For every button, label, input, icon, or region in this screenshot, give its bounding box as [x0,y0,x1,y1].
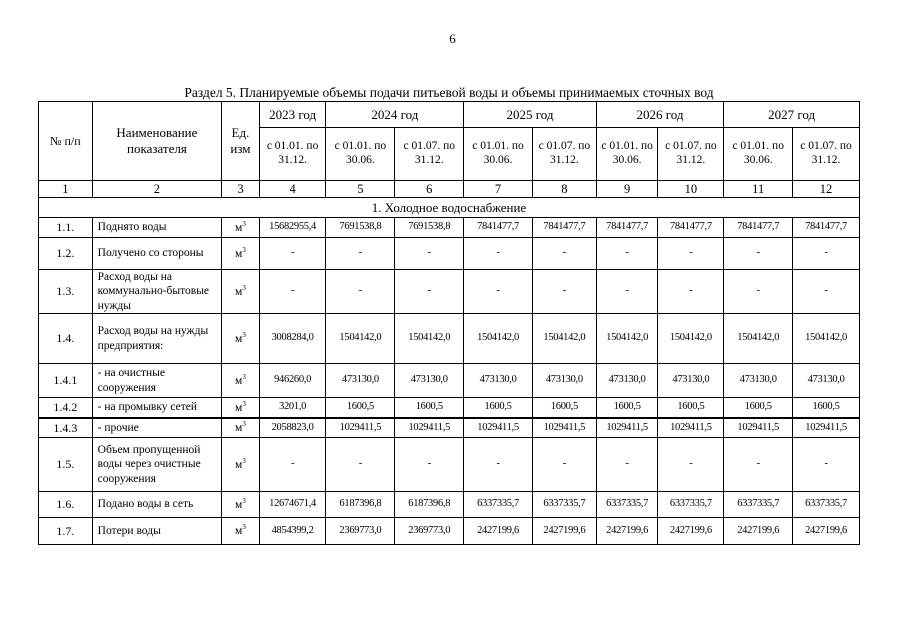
row-value: 1029411,5 [658,418,724,438]
row-value: - [259,438,326,492]
row-value: 6187396,8 [395,492,464,518]
row-value: - [793,438,860,492]
row-unit [222,492,259,518]
header-period: с 01.07. по 31.12. [658,128,724,181]
row-value: 6337335,7 [464,492,533,518]
column-number: 10 [658,181,724,198]
row-name: Поднято воды [92,218,222,238]
row-value: - [326,438,395,492]
table-row [39,438,860,492]
row-number: 1.4.2 [39,398,93,418]
row-value: 7691538,8 [395,218,464,238]
header-period: с 01.07. по 31.12. [395,128,464,181]
row-value: - [532,270,596,314]
header-num: № п/п [39,102,93,181]
row-value: 473130,0 [532,364,596,398]
header-period: с 01.01. по 30.06. [596,128,658,181]
header-year-2027: 2027 год [724,102,860,128]
unit-exponent: 3 [242,372,246,381]
row-value: - [395,438,464,492]
row-unit [222,438,259,492]
row-number: 1.1. [39,218,93,238]
unit-base: м [235,247,243,260]
row-value: 473130,0 [793,364,860,398]
table-row [39,364,860,398]
row-number: 1.3. [39,270,93,314]
column-number: 8 [532,181,596,198]
row-value: 15682955,4 [259,218,326,238]
row-value: 1504142,0 [532,314,596,364]
table-row [39,418,860,438]
row-value: - [724,438,793,492]
row-value: 7841477,7 [793,218,860,238]
row-value: 1504142,0 [658,314,724,364]
row-value: - [596,438,658,492]
row-name: - на промывку сетей [92,398,222,418]
unit-exponent: 3 [242,456,246,465]
subsection-cold-water: 1. Холодное водоснабжение [39,198,860,218]
row-value: 1029411,5 [395,418,464,438]
row-value: 1600,5 [532,398,596,418]
unit-exponent: 3 [242,523,246,532]
unit-base: м [235,458,243,471]
table-row [39,518,860,545]
row-value: 1600,5 [724,398,793,418]
row-value: 3201,0 [259,398,326,418]
row-value: 1504142,0 [596,314,658,364]
row-value: - [658,270,724,314]
row-value: - [395,270,464,314]
unit-base: м [235,221,243,234]
column-number: 11 [724,181,793,198]
row-unit [222,364,259,398]
header-year-2024: 2024 год [326,102,464,128]
row-value: 7841477,7 [596,218,658,238]
row-value: 1504142,0 [793,314,860,364]
unit-exponent: 3 [242,399,246,408]
row-value: 7841477,7 [464,218,533,238]
row-value: - [259,238,326,270]
header-unit: Ед. изм [222,102,259,181]
header-period: с 01.01. по 30.06. [326,128,395,181]
row-value: 473130,0 [596,364,658,398]
column-number: 9 [596,181,658,198]
row-value: 7841477,7 [658,218,724,238]
column-number: 2 [92,181,222,198]
row-value: 473130,0 [395,364,464,398]
unit-exponent: 3 [242,330,246,339]
row-value: 473130,0 [464,364,533,398]
unit-base: м [235,498,243,511]
table-row [39,270,860,314]
row-value: - [658,438,724,492]
header-name: Наименование показателя [92,102,222,181]
row-value: - [326,238,395,270]
row-number: 1.6. [39,492,93,518]
row-value: 2427199,6 [464,518,533,545]
row-value: 1029411,5 [793,418,860,438]
header-period: с 01.07. по 31.12. [532,128,596,181]
row-value: 7691538,8 [326,218,395,238]
row-value: - [395,238,464,270]
row-unit [222,218,259,238]
header-period: с 01.01. по 30.06. [724,128,793,181]
row-unit [222,418,259,438]
row-name: Получено со стороны [92,238,222,270]
row-number: 1.2. [39,238,93,270]
row-value: 1029411,5 [464,418,533,438]
row-value: 4854399,2 [259,518,326,545]
row-value: 473130,0 [326,364,395,398]
row-value: 1504142,0 [326,314,395,364]
row-value: 2427199,6 [532,518,596,545]
row-value: 6337335,7 [793,492,860,518]
row-value: - [326,270,395,314]
row-value: 1029411,5 [724,418,793,438]
row-value: 6187396,8 [326,492,395,518]
row-value: 2369773,0 [395,518,464,545]
row-value: 7841477,7 [532,218,596,238]
column-number: 4 [259,181,326,198]
row-value: 2427199,6 [724,518,793,545]
row-value: - [793,270,860,314]
row-value: 1600,5 [464,398,533,418]
row-value: 1600,5 [326,398,395,418]
row-value: 7841477,7 [724,218,793,238]
row-value: - [724,270,793,314]
row-unit [222,518,259,545]
row-value: 2427199,6 [596,518,658,545]
row-value: - [464,438,533,492]
row-value: 2058823,0 [259,418,326,438]
row-value: 1029411,5 [326,418,395,438]
column-number: 1 [39,181,93,198]
row-value: 6337335,7 [658,492,724,518]
row-value: - [532,438,596,492]
row-value: 1600,5 [596,398,658,418]
header-year-2023: 2023 год [259,102,326,128]
page-number: 6 [449,31,456,46]
row-value: 1600,5 [395,398,464,418]
column-number: 6 [395,181,464,198]
row-value: 6337335,7 [532,492,596,518]
row-unit [222,314,259,364]
row-value: 6337335,7 [596,492,658,518]
column-number: 5 [326,181,395,198]
row-number: 1.7. [39,518,93,545]
row-value: 1504142,0 [724,314,793,364]
unit-exponent: 3 [242,283,246,292]
row-value: 1600,5 [793,398,860,418]
row-value: 6337335,7 [724,492,793,518]
row-value: 2427199,6 [793,518,860,545]
row-name: - на очистные сооружения [92,364,222,398]
row-number: 1.5. [39,438,93,492]
row-value: 12674671,4 [259,492,326,518]
row-value: 1600,5 [658,398,724,418]
row-name: Подано воды в сеть [92,492,222,518]
row-unit [222,238,259,270]
column-number: 3 [222,181,259,198]
row-name: Расход воды на коммунально-бытовые нужды [92,270,222,314]
header-period: с 01.01. по 31.12. [259,128,326,181]
row-value: - [532,238,596,270]
section-title: Раздел 5. Планируемые объемы подачи питьевой воды и объемы принимаемых сточных вод [184,85,714,100]
row-unit [222,398,259,418]
row-value: 2427199,6 [658,518,724,545]
row-value: 1029411,5 [532,418,596,438]
table-row [39,218,860,238]
table-row [39,398,860,418]
table-row [39,238,860,270]
row-number: 1.4.3 [39,418,93,438]
row-value: - [259,270,326,314]
row-value: - [793,238,860,270]
unit-base: м [235,332,243,345]
column-number: 12 [793,181,860,198]
header-period: с 01.01. по 30.06. [464,128,533,181]
row-value: 2369773,0 [326,518,395,545]
row-value: - [464,270,533,314]
row-value: 1504142,0 [464,314,533,364]
unit-exponent: 3 [242,245,246,254]
table-row [39,492,860,518]
column-number: 7 [464,181,533,198]
unit-base: м [235,401,243,414]
header-year-2025: 2025 год [464,102,597,128]
row-name: Расход воды на нужды предприятия: [92,314,222,364]
row-value: - [724,238,793,270]
row-unit [222,270,259,314]
row-name: Потери воды [92,518,222,545]
unit-exponent: 3 [242,496,246,505]
row-value: 473130,0 [658,364,724,398]
row-name: Объем пропущенной воды через очистные сооружения [92,438,222,492]
row-value: 473130,0 [724,364,793,398]
row-value: - [596,270,658,314]
row-value: - [596,238,658,270]
unit-base: м [235,421,243,434]
row-value: 1504142,0 [395,314,464,364]
row-value: - [658,238,724,270]
row-name: - прочие [92,418,222,438]
unit-exponent: 3 [242,219,246,228]
row-value: 1029411,5 [596,418,658,438]
row-number: 1.4. [39,314,93,364]
row-value: - [464,238,533,270]
unit-base: м [235,285,243,298]
unit-base: м [235,374,243,387]
row-value: 3008284,0 [259,314,326,364]
row-number: 1.4.1 [39,364,93,398]
header-period: с 01.07. по 31.12. [793,128,860,181]
header-year-2026: 2026 год [596,102,724,128]
table-row [39,314,860,364]
water-volumes-table [38,101,860,545]
row-value: 946260,0 [259,364,326,398]
unit-base: м [235,525,243,538]
unit-exponent: 3 [242,420,246,429]
